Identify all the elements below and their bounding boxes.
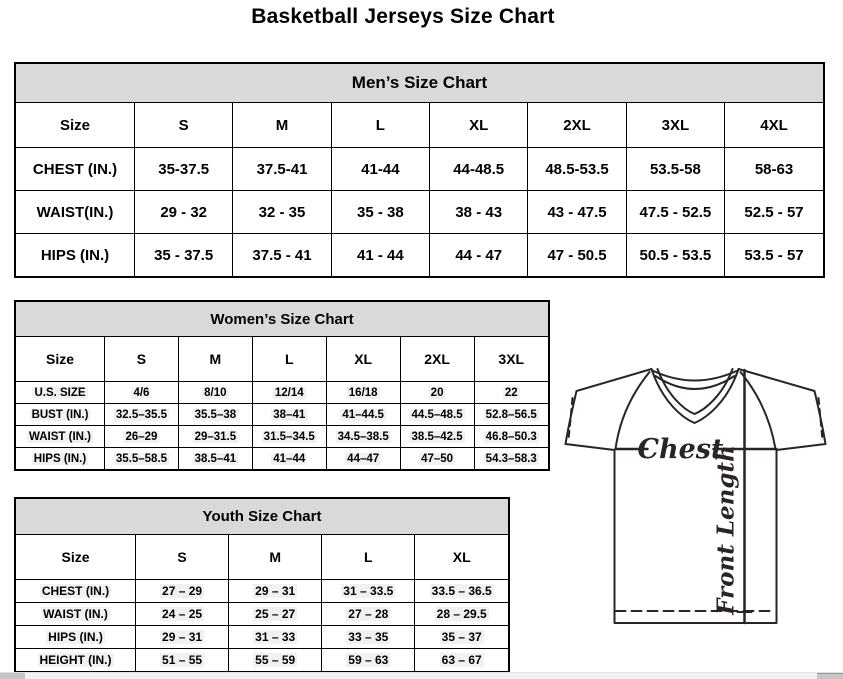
cell xyxy=(136,649,229,672)
cell: 43 - 47.5 xyxy=(528,191,626,234)
cell-text: 33.5 – 36.5 xyxy=(431,584,492,598)
table-row xyxy=(16,448,548,470)
cell xyxy=(229,603,322,626)
mens-table xyxy=(16,103,823,276)
cell-text: 27 – 29 xyxy=(162,584,203,598)
womens-size-chart xyxy=(14,300,550,471)
cell xyxy=(178,426,252,448)
scrollbar-left-thumb[interactable] xyxy=(0,673,25,679)
column-header: XL xyxy=(430,103,528,148)
cell xyxy=(229,649,322,672)
cell-text: 29–31.5 xyxy=(194,430,237,443)
cell xyxy=(415,626,508,649)
jersey-collar-outer xyxy=(652,369,739,423)
header-row xyxy=(16,337,548,382)
cell xyxy=(252,448,326,470)
cell xyxy=(326,382,400,404)
cell-text: 41–44.5 xyxy=(342,408,384,421)
cell xyxy=(322,649,415,672)
cell-text: HIPS (IN.) xyxy=(33,452,87,465)
row-label: CHEST (IN.) xyxy=(16,148,135,191)
cell: 35 - 38 xyxy=(331,191,429,234)
row-label xyxy=(16,580,136,603)
cell-text: 38.5–42.5 xyxy=(411,430,463,443)
cell xyxy=(136,580,229,603)
scrollbar-right-thumb[interactable] xyxy=(817,673,843,679)
cell: 50.5 - 53.5 xyxy=(626,234,724,277)
cell-text: 59 – 63 xyxy=(348,653,389,667)
cell xyxy=(178,404,252,426)
cell xyxy=(229,626,322,649)
womens-table xyxy=(16,337,548,469)
cell: 47 - 50.5 xyxy=(528,234,626,277)
cell xyxy=(326,448,400,470)
cell: 47.5 - 52.5 xyxy=(626,191,724,234)
cell: 41-44 xyxy=(331,148,429,191)
cell-text: 29 – 31 xyxy=(162,630,203,644)
cell-text: 31 – 33.5 xyxy=(343,584,394,598)
cell xyxy=(474,404,548,426)
front-length-label: Front Length xyxy=(712,445,740,615)
column-header: S xyxy=(105,337,179,382)
cell: 48.5-53.5 xyxy=(528,148,626,191)
cell: 52.5 - 57 xyxy=(725,191,823,234)
mens-size-chart xyxy=(14,62,825,278)
cell xyxy=(326,426,400,448)
table-row xyxy=(16,649,508,672)
column-header: M xyxy=(178,337,252,382)
cell-text: 31 – 33 xyxy=(255,630,296,644)
cell-text: 25 – 27 xyxy=(255,607,296,621)
cell xyxy=(326,404,400,426)
cell-text: HIPS (IN.) xyxy=(48,630,103,644)
cell-text: CHEST (IN.) xyxy=(41,584,110,598)
cell-text: 63 – 67 xyxy=(441,653,482,667)
womens-chart-title: Women’s Size Chart xyxy=(16,302,548,337)
cell: 41 - 44 xyxy=(331,234,429,277)
column-header: 2XL xyxy=(400,337,474,382)
mens-chart-title: Men’s Size Chart xyxy=(16,64,823,103)
cell xyxy=(400,448,474,470)
cell-text: 54.3–58.3 xyxy=(485,452,537,465)
cell-text: 38.5–41 xyxy=(194,452,237,465)
cell-text: 32.5–35.5 xyxy=(115,408,168,421)
cell-text: 20 xyxy=(430,386,444,399)
column-header: 3XL xyxy=(474,337,548,382)
jersey-collar-back-line-1 xyxy=(654,371,737,381)
cell xyxy=(105,448,179,470)
jersey-cuff-dash-right xyxy=(819,398,823,440)
cell-text: 46.8–50.3 xyxy=(485,430,537,443)
cell xyxy=(252,426,326,448)
chest-label: Chest xyxy=(637,434,724,465)
cell-text: U.S. SIZE xyxy=(34,386,86,399)
page-title: Basketball Jerseys Size Chart xyxy=(251,5,555,28)
cell-text: BUST (IN.) xyxy=(31,408,89,421)
cell-text: 47–50 xyxy=(421,452,454,465)
cell-text: WAIST (IN.) xyxy=(29,430,91,443)
column-header: L xyxy=(331,103,429,148)
row-label xyxy=(16,382,105,404)
cell xyxy=(178,448,252,470)
cell xyxy=(105,404,179,426)
cell xyxy=(400,382,474,404)
cell xyxy=(474,448,548,470)
cell-text: 35 – 37 xyxy=(441,630,482,644)
cell-text: 22 xyxy=(504,386,518,399)
column-header: XL xyxy=(326,337,400,382)
cell xyxy=(474,382,548,404)
size-column-header: Size xyxy=(16,337,105,382)
cell: 58-63 xyxy=(725,148,823,191)
cell-text: WAIST (IN.) xyxy=(43,607,108,621)
table-row xyxy=(16,148,823,191)
row-label: HIPS (IN.) xyxy=(16,234,135,277)
cell-text: 28 – 29.5 xyxy=(436,607,487,621)
cell-text: 44–47 xyxy=(347,452,380,465)
cell-text: 35.5–58.5 xyxy=(115,452,168,465)
jersey-outline xyxy=(566,369,826,623)
row-label xyxy=(16,649,136,672)
cell xyxy=(136,626,229,649)
cell-text: 51 – 55 xyxy=(162,653,203,667)
cell-text: 27 – 28 xyxy=(348,607,389,621)
cell xyxy=(415,649,508,672)
column-header: L xyxy=(322,535,415,580)
row-label: WAIST(IN.) xyxy=(16,191,135,234)
cell-text: 12/14 xyxy=(274,386,304,399)
size-column-header: Size xyxy=(16,535,136,580)
cell: 44-48.5 xyxy=(430,148,528,191)
cell-text: 34.5–38.5 xyxy=(337,430,389,443)
horizontal-scrollbar[interactable] xyxy=(0,672,843,679)
cell xyxy=(415,603,508,626)
header-row xyxy=(16,103,823,148)
cell xyxy=(474,426,548,448)
row-label xyxy=(16,626,136,649)
column-header: XL xyxy=(415,535,508,580)
cell xyxy=(322,603,415,626)
cell-text: 4/6 xyxy=(133,386,150,399)
cell-text: 41–44 xyxy=(273,452,306,465)
table-row xyxy=(16,426,548,448)
row-label xyxy=(16,426,105,448)
cell: 44 - 47 xyxy=(430,234,528,277)
jersey-cuff-dash-left xyxy=(569,398,573,440)
cell xyxy=(322,580,415,603)
cell xyxy=(252,382,326,404)
row-label xyxy=(16,603,136,626)
cell-text: 24 – 25 xyxy=(162,607,203,621)
column-header: M xyxy=(233,103,331,148)
cell: 35-37.5 xyxy=(135,148,233,191)
table-row xyxy=(16,191,823,234)
column-header: M xyxy=(229,535,322,580)
cell xyxy=(178,382,252,404)
table-row xyxy=(16,404,548,426)
table-row xyxy=(16,603,508,626)
cell xyxy=(105,382,179,404)
cell: 37.5 - 41 xyxy=(233,234,331,277)
table-row xyxy=(16,234,823,277)
cell-text: HEIGHT (IN.) xyxy=(39,653,112,667)
cell: 38 - 43 xyxy=(430,191,528,234)
youth-table xyxy=(16,535,508,671)
cell-text: 33 – 35 xyxy=(348,630,389,644)
cell-text: 16/18 xyxy=(348,386,378,399)
jersey-diagram xyxy=(556,360,834,660)
size-column-header: Size xyxy=(16,103,135,148)
cell xyxy=(415,580,508,603)
cell xyxy=(229,580,322,603)
cell-text: 38–41 xyxy=(273,408,306,421)
cell xyxy=(322,626,415,649)
cell xyxy=(400,426,474,448)
table-row xyxy=(16,626,508,649)
cell-text: 44.5–48.5 xyxy=(411,408,463,421)
column-header: 2XL xyxy=(528,103,626,148)
cell: 37.5-41 xyxy=(233,148,331,191)
cell xyxy=(252,404,326,426)
cell: 32 - 35 xyxy=(233,191,331,234)
row-label xyxy=(16,404,105,426)
cell-text: 26–29 xyxy=(125,430,158,443)
column-header: 3XL xyxy=(626,103,724,148)
column-header: L xyxy=(252,337,326,382)
cell-text: 29 – 31 xyxy=(255,584,296,598)
row-label xyxy=(16,448,105,470)
cell: 53.5 - 57 xyxy=(725,234,823,277)
table-row xyxy=(16,580,508,603)
cell-text: 31.5–34.5 xyxy=(263,430,315,443)
cell-text: 55 – 59 xyxy=(255,653,296,667)
column-header: S xyxy=(135,103,233,148)
cell xyxy=(400,404,474,426)
youth-chart-title: Youth Size Chart xyxy=(16,499,508,535)
header-row xyxy=(16,535,508,580)
youth-size-chart xyxy=(14,497,510,673)
cell: 53.5-58 xyxy=(626,148,724,191)
cell-text: 8/10 xyxy=(204,386,227,399)
table-row xyxy=(16,382,548,404)
cell-text: 35.5–38 xyxy=(194,408,237,421)
cell: 35 - 37.5 xyxy=(135,234,233,277)
column-header: 4XL xyxy=(725,103,823,148)
column-header: S xyxy=(136,535,229,580)
cell xyxy=(105,426,179,448)
cell: 29 - 32 xyxy=(135,191,233,234)
cell xyxy=(136,603,229,626)
cell-text: 52.8–56.5 xyxy=(485,408,537,421)
